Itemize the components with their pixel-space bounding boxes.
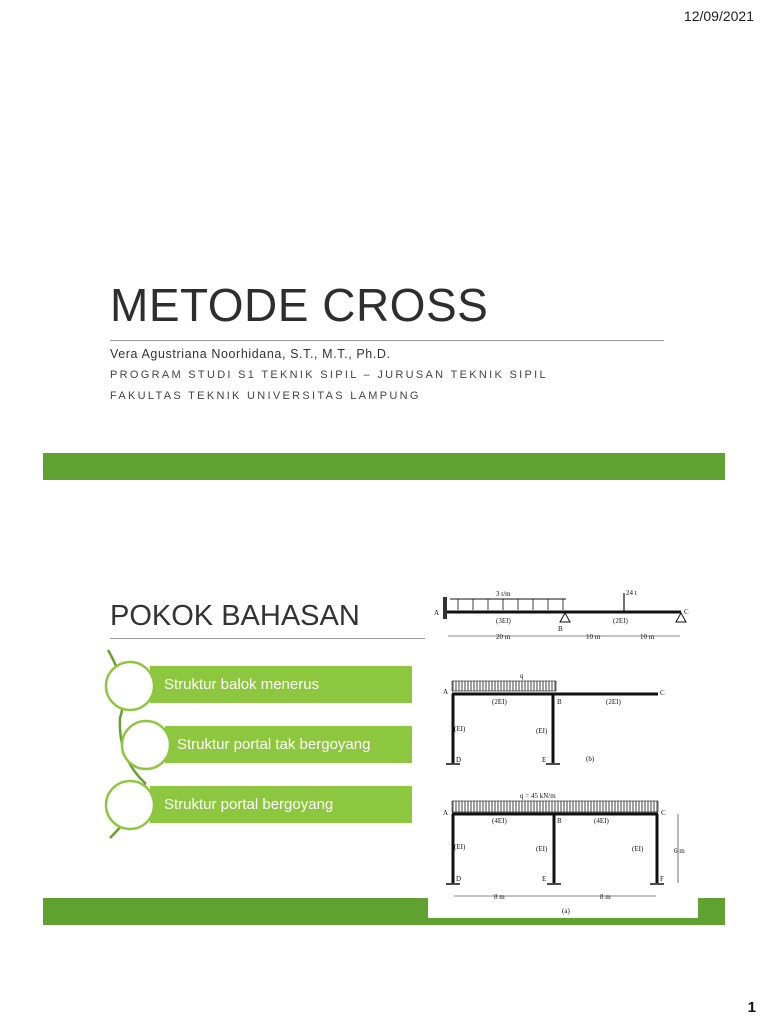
figure-caption: (a) [562, 907, 570, 915]
stiffness-label: (EI) [536, 727, 548, 735]
stiffness-label: (EI) [536, 845, 548, 853]
load-label: q [520, 672, 524, 680]
figure-caption: (b) [586, 755, 595, 763]
point-load-label: 24 t [626, 589, 637, 597]
slide-title: METODE CROSS [110, 279, 489, 331]
section-title: POKOK BAHASAN [110, 600, 360, 632]
stiffness-label: (2EI) [613, 617, 628, 625]
stiffness-label: (3EI) [496, 617, 511, 625]
node-label: A [443, 688, 449, 696]
span-label: 10 m [640, 633, 655, 641]
node-label: C [684, 608, 689, 616]
node-label: B [558, 625, 563, 633]
node-label: F [660, 875, 664, 883]
node-label: D [456, 756, 462, 764]
node-label: D [456, 875, 462, 883]
node-label: A [443, 809, 449, 817]
green-footer-band [43, 453, 725, 480]
node-label: B [557, 817, 562, 825]
slide-date: 12/09/2021 [683, 8, 754, 24]
distributed-load [452, 681, 556, 691]
sway-frame-figure [443, 792, 685, 915]
timeline-circle [122, 721, 170, 769]
fixed-support [443, 597, 447, 619]
continuous-beam-figure [434, 589, 689, 641]
dimension-label: 6 m [674, 847, 685, 855]
load-label: q = 45 kN/m [520, 792, 556, 800]
section-divider [110, 638, 425, 639]
timeline-circle [106, 662, 154, 710]
topic-label: Struktur portal tak bergoyang [177, 736, 371, 753]
topic-label: Struktur balok menerus [164, 676, 320, 693]
distributed-load [452, 801, 658, 812]
node-label: B [557, 698, 562, 706]
topic-label: Struktur portal bergoyang [164, 796, 334, 813]
dist-load-label: 3 t/m [496, 590, 511, 598]
stiffness-label: (2EI) [492, 698, 507, 706]
page-number: 1 [747, 999, 756, 1016]
span-label: 8 m [494, 893, 505, 901]
stiffness-label: (2EI) [606, 698, 621, 706]
stiffness-label: (EI) [632, 845, 644, 853]
stiffness-label: (EI) [454, 843, 466, 851]
stiffness-label: (4EI) [492, 817, 507, 825]
faculty-name: FAKULTAS TEKNIK UNIVERSITAS LAMPUNG [110, 390, 421, 402]
title-divider [110, 340, 664, 341]
topic-timeline [90, 648, 430, 848]
structure-diagram [428, 583, 698, 918]
span-label: 20 m [496, 633, 511, 641]
pin-support [560, 613, 570, 622]
stiffness-label: (EI) [454, 725, 466, 733]
author-name: Vera Agustriana Noorhidana, S.T., M.T., Ph.D. [110, 347, 391, 361]
timeline-circle [106, 781, 154, 829]
node-label: E [542, 756, 547, 764]
span-label: 8 m [600, 893, 611, 901]
node-label: C [660, 689, 665, 697]
node-label: C [661, 809, 666, 817]
node-label: E [542, 875, 547, 883]
non-sway-frame-figure [443, 672, 665, 764]
study-program: PROGRAM STUDI S1 TEKNIK SIPIL – JURUSAN TEKNIK SIPIL [110, 369, 548, 381]
node-label: A [434, 609, 440, 617]
span-label: 10 m [586, 633, 601, 641]
stiffness-label: (4EI) [594, 817, 609, 825]
